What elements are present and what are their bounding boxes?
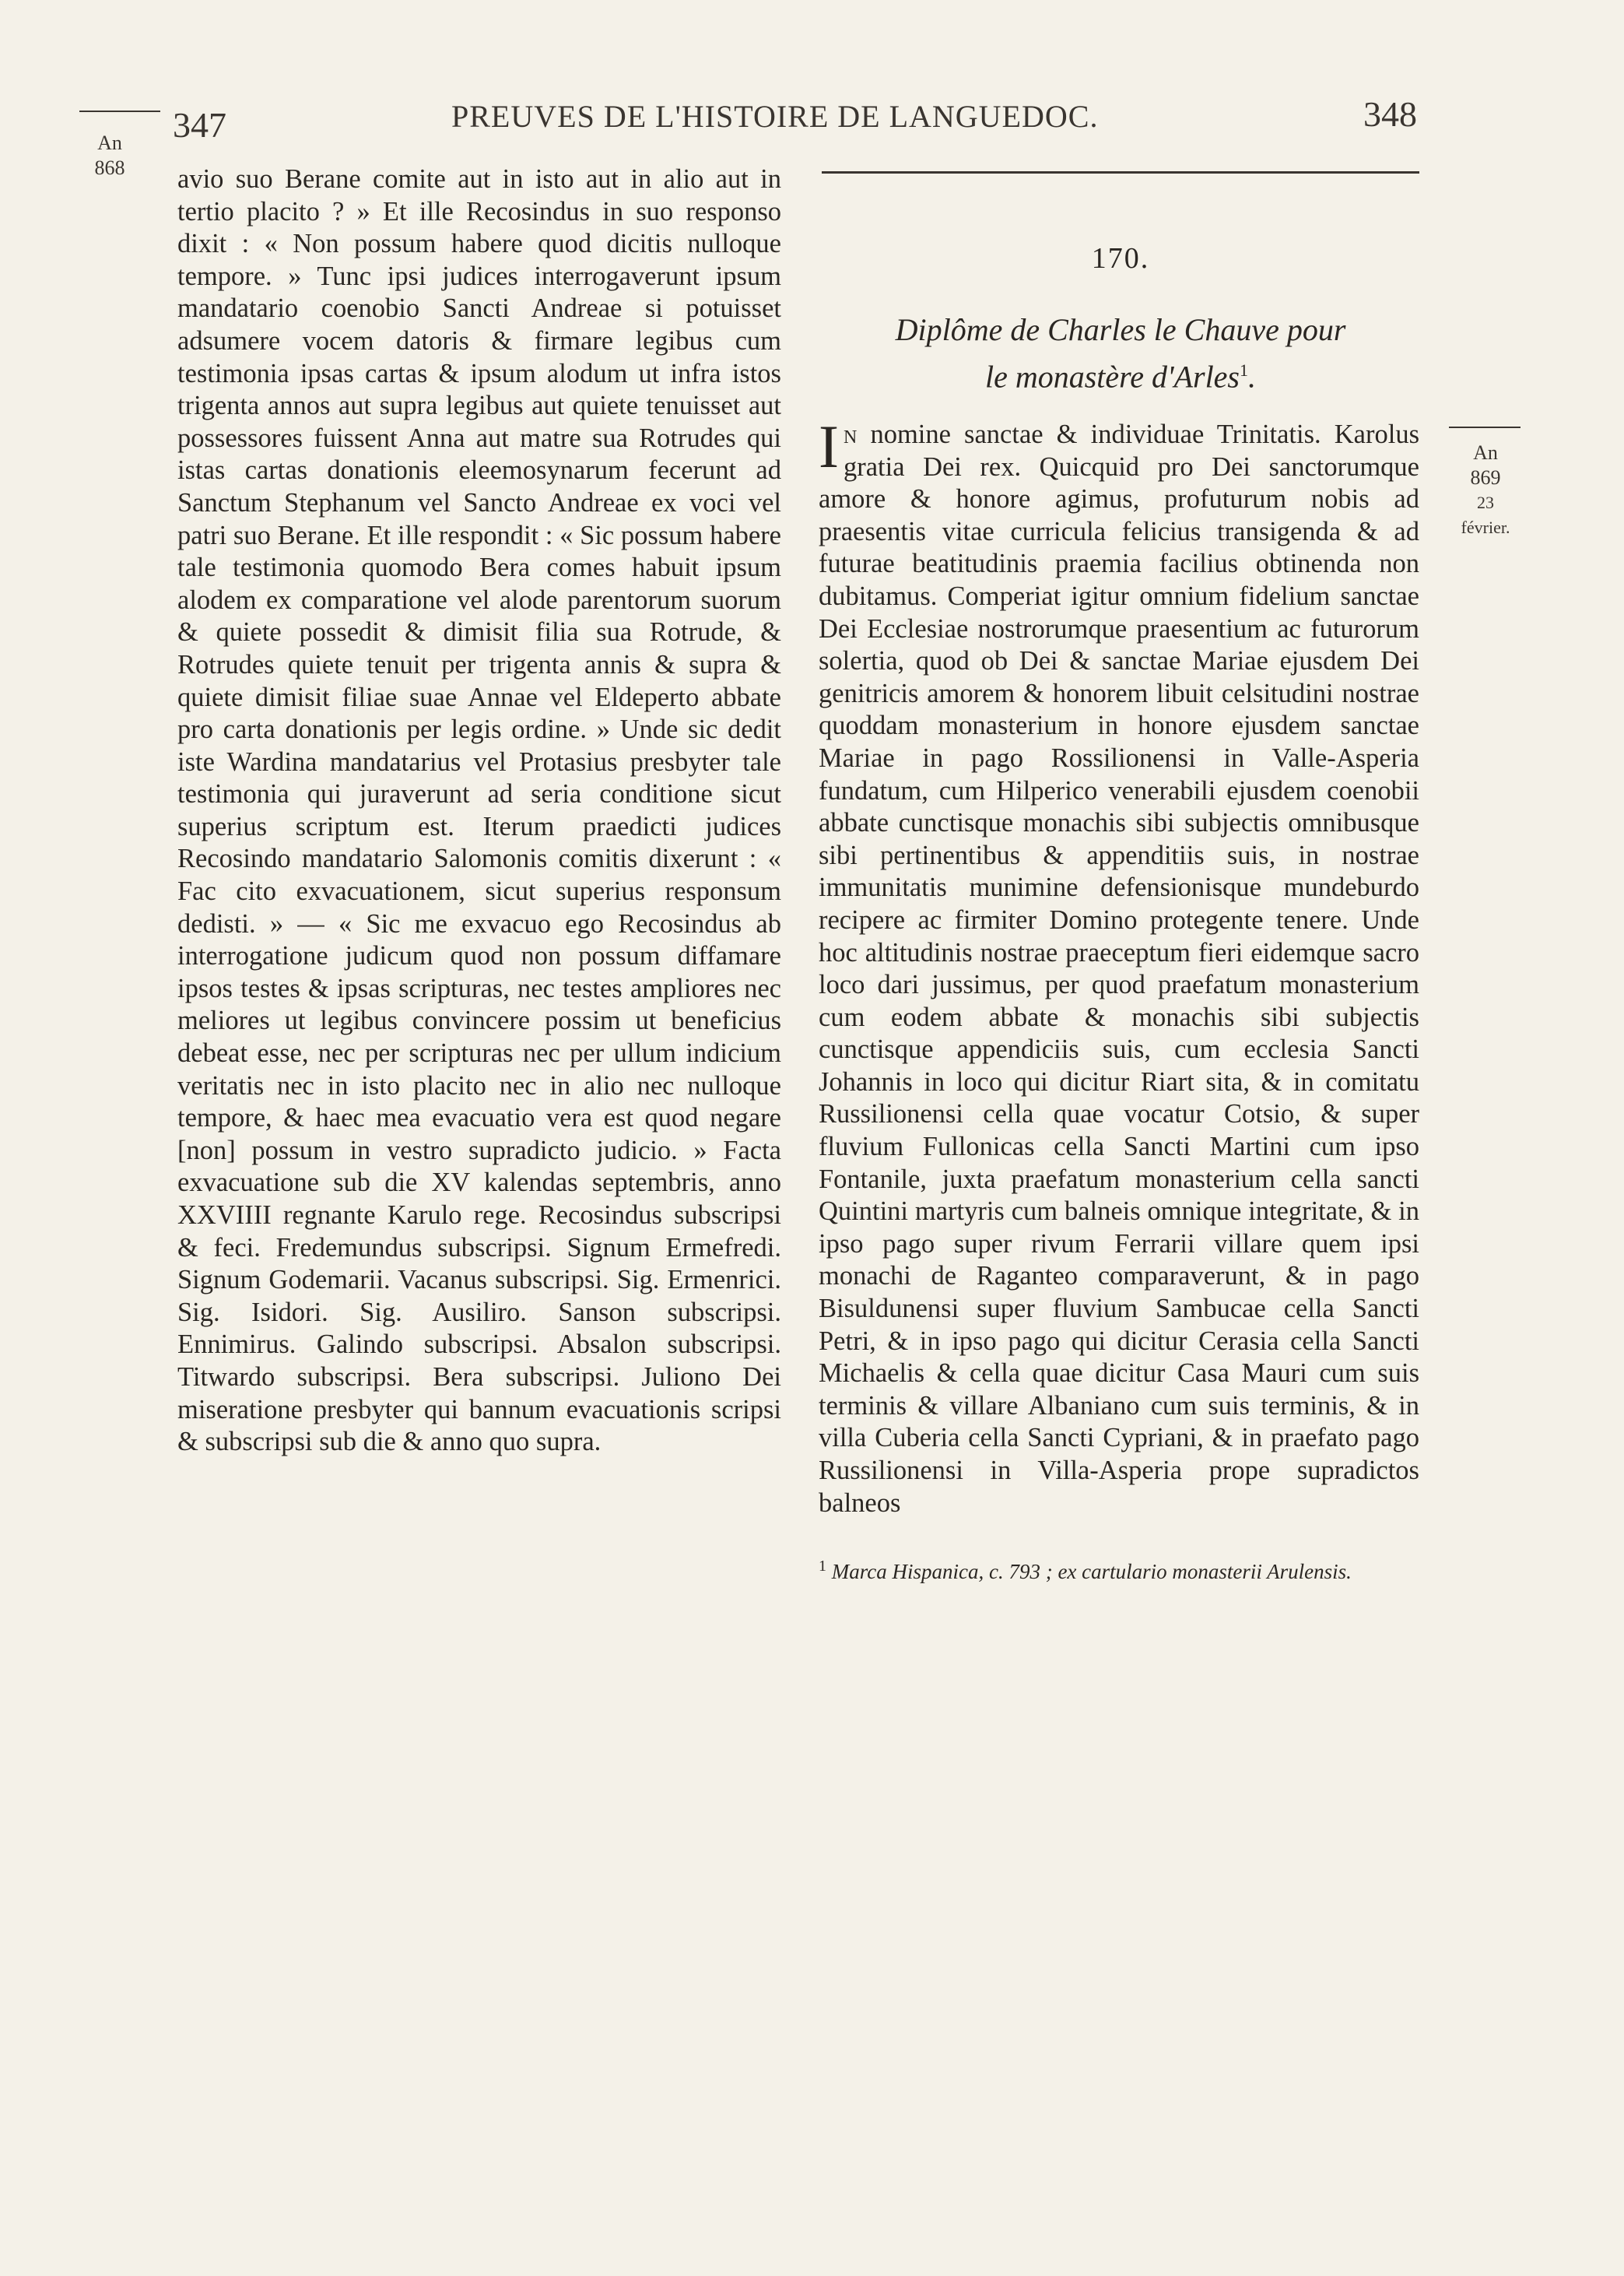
charter-number: 170. (1091, 242, 1150, 275)
margin-note-left-label: An (97, 132, 122, 154)
left-column (177, 163, 781, 1459)
footnote-text: Marca Hispanica, c. 793 ; ex cartulario monasterii Arulensis. (831, 1560, 1352, 1583)
margin-note-right (1444, 441, 1527, 540)
running-title: PREUVES DE L'HISTOIRE DE LANGUEDOC. (451, 99, 1099, 134)
right-margin-rule (1449, 427, 1521, 428)
opening-small-caps: n (843, 420, 858, 449)
right-column-text: nomine sanctae & individuae Trinitatis. Karolus gratia Dei rex. Quicquid pro Dei sanctorumque amore & honore agimus, profuturum nobis ad praesentis vitae curricula felicius transigenda & ad futurae beatitudinis praemia facilius obtinenda non dubitamus. Comperiat igitur omnium fidelium sanctae Dei Ecclesiae nostrorumque praesentium ac futurorum solertia, quod ob Dei & sanctae Mariae ejusdem Dei genitricis amorem & honorem libuit celsitudini nostrae quoddam monasterium in honore ejusdem sanctae Mariae in pago Rossilionensi in Valle-Asperia fundatum, cum Hilperico venerabili ejusdem coenobii abbate cunctisque monachis sibi subjectis omnibusque sibi pertinentibus & appenditiis suis, in nostrae immunitatis munimine defensionisque mundeburdo recipere ac firmiter Domino protegente tenere. Unde hoc altitudinis nostrae praeceptum fieri eidemque sacro loco dari jussimus, per quod praefatum monasterium cum eodem abbate & monachis sibi subjectis cunctisque appendiciis suis, cum ecclesia Sancti Johannis in loco qui dicitur Riart sita, & in comitatu Russilionensi cella quae vocatur Cotsio, & super fluvium Fullonicas cella Sancti Martini cum ipso Fontanile, juxta praefatum monasterium cella sancti Quintini martyris cum balneis omnique integritate, & in ipso pago super rivum Ferrarii villare quem ipsi monachi de Raganteo comparaverunt, & in pago Bisuldunensi super fluvium Sambucae cella Sancti Petri, & in ipso pago qui dicitur Cerasia cella Sancti Michaelis & cella quae dicitur Casa Mauri cum suis terminis & villare Albaniano cum suis terminis, & in villa Cuberia cella Sancti Cypriani, & in praefato pago Russilionensi in Villa-Asperia prope supradictos balneos (819, 420, 1419, 1518)
left-margin-rule (79, 111, 160, 112)
left-column-text: avio suo Berane comite aut in isto aut in alio aut in tertio placito ? » Et ille Recosindus in suo responso dixit : « Non possum habere quod dicitis nulloque tempore. » Tunc ipsi judices interrogaverunt ipsum mandatario coenobio Sancti Andreae si potuisset adsumere vocem datoris & firmare legibus cum testimonia ipsas cartas & ipsum alodum ut infra istos trigenta annos aut supra legibus aut quiete tenuisset aut possessores fuissent Anna aut matre sua Rotrudes qui istas cartas donationis eleemosynarum fecerunt ad Sanctum Stephanum vel Sancto Andreae ex voci vel patri suo Berane. Et ille respondit : « Sic possum habere tale testimonia quomodo Bera comes habuit ipsum alodem ex comparatione vel alode parentorum suorum & quiete possedit & dimisit filia sua Rotrude, & Rotrudes quiete tenuit per trigenta annis & supra & quiete dimisit filiae suae Annae vel Eldeperto abbate pro carta donationis per legis ordine. » Unde sic dedit iste Wardina mandatarius vel Protasius presbyter tale testimonia qui juraverunt ad seria conditione sicut superius scriptum est. Iterum praedicti judices Recosindo mandatario Salomonis comitis dixerunt : « Fac cito exvacuationem, sicut superius responsum dedisti. » — « Sic me exvacuo ego Recosindus ab interrogatione judicum quod non possum diffamare ipsos testes & ipsas scripturas, nec testes ampliores nec meliores ut legibus convincere possim ut beneficius debeat esse, nec per scripturas nec per ullum indicium veritatis nec in isto placito nec in alio nec nulloque tempore, & haec mea evacuatio vera est quod negare [non] possum in vestro supradicto judicio. » Facta exvacuatione sub die XV kalendas septembris, anno XXVIIII regnante Karulo rege. Recosindus subscripsi & feci. Fredemundus subscripsi. Signum Ermefredi. Signum Godemarii. Vacanus subscripsi. Sig. Ermenrici. Sig. Isidori. Sig. Ausiliro. Sanson subscripsi. Ennimirus. Galindo subscripsi. Absalon subscripsi. Titwardo subscripsi. Bera subscripsi. Juliono Dei miseratione presbyter qui bannum evacuationis scripsi & subscripsi sub die & anno quo supra. (177, 164, 781, 1457)
margin-note-left-year: 868 (94, 156, 125, 179)
charter-title-line1: Diplôme de Charles le Chauve pour (895, 312, 1346, 347)
right-column-body (819, 413, 1419, 1519)
charter-title-line2-text: le monastère d'Arles (984, 359, 1240, 395)
charter-title (822, 310, 1419, 397)
right-column-top-rule (822, 171, 1419, 174)
page-number-left: 347 (173, 105, 226, 145)
margin-note-right-label: An (1473, 441, 1498, 464)
charter-title-line2 (822, 350, 1419, 397)
margin-note-left (81, 131, 139, 181)
margin-note-right-year: 869 (1470, 466, 1501, 489)
footnote-mark: 1 (819, 1558, 826, 1575)
footnote (819, 1551, 1419, 1587)
title-footnote-mark: 1 (1240, 360, 1248, 380)
page-number-right: 348 (1363, 94, 1417, 134)
right-column (819, 413, 1419, 1519)
margin-note-right-day: 23 (1477, 493, 1494, 512)
margin-note-right-month: février. (1461, 518, 1510, 537)
dropcap-initial: I (819, 413, 839, 480)
charter-title-end: . (1248, 359, 1256, 395)
